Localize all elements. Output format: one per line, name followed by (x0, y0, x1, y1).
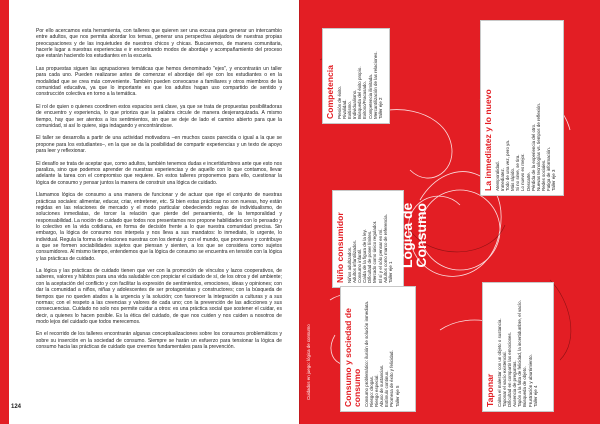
card-line: Redes sociales. (540, 159, 546, 191)
card-line: Mercantilización de las relaciones. (372, 51, 378, 119)
card-line: Nuevas tecnologías vs. tiempos de reflexión. (535, 102, 541, 191)
card-line: Atemporalidad. (495, 161, 500, 191)
body-paragraph: El desafío se trata de aceptar que, como adultos, también tenemos dudas e incertidumbres ante que esto nos paraliza, sino que podemos aprender de nuestras experiencias y de aquello con lo que contamos, llevar adelante la tarea con el compromiso que requiere. En estos talleres proponemos para ello, cuestionar la lógica de consumo y pensar juntos la manera de construir una lógica de cuidado. (36, 160, 282, 186)
card-line: Presión de éxito. (337, 85, 342, 119)
card-line: Riesgo especial. (374, 374, 380, 407)
card-line: Si no sirve, se tira. (515, 154, 521, 191)
card-line: Rivalidad. (342, 99, 348, 119)
card-line: Dificultad de poner límites. (367, 230, 373, 283)
card-line: El sí y el sólo pensar en mí. (377, 228, 383, 283)
card-heading: Competencia (325, 65, 335, 119)
card-line: Fatiga de información. (545, 147, 551, 191)
diagram-title-line: Lógica de (399, 202, 415, 268)
body-paragraph: La lógica y las prácticas de cuidado tienen que ver con la promoción de vínculos y lazos cooperativos, de saberes, valores y hábitos para una vida saludable con propiciar el cuidado de sí, de los otros y del ambiente; con la aceptación del conflicto y con facilitar la expresión de sentimientos, emociones, ideas y opiniones; con dar la comunidad a niños, niñas y adolescentes de ser protagonistas y constructores; con la búsqueda de tiempos que no queden atados a la urgencia y la solución; con favorecer la integración a culturas y a sus normas; con el respeto a las creencias y valores de cada uno; con la prevención de las adicciones y sus consecuencias. Cuidado no solo nos permite cuidar a otros: es una práctica social que sostener el cuidar, es decir, a quienes lo hacen posible. Es la ética del cuidado, de que nos cuiden y nos cuiden a nosotros de modo lejos del cuidado que todos merecemos. (36, 268, 282, 325)
card-line: Más rápido. (510, 167, 516, 191)
card-line: Ausencia de preguntas. (512, 360, 518, 407)
card-line: Taller eje 4 (532, 385, 538, 407)
side-caption: Cuidados en juego: lógica de consumo (306, 324, 311, 400)
card-line: Mercado como único regulador. (372, 220, 378, 283)
card-line: Lo nuevo es mejor. (520, 153, 526, 191)
card-nino-consumidor (332, 190, 404, 288)
card-line: Adultos infantilizados. (352, 240, 358, 283)
card-line: Todo de una vez, pero ya. (505, 139, 511, 191)
card-taponar (482, 282, 554, 412)
card-line: Individualismo. (352, 89, 358, 119)
body-paragraph: Las propuestas siguen las agrupaciones temáticas que hemos denominado "ejes", y encontrarán un taller para cada uno. Pueden realizarse antes de comenzar el abordaje del eje con los estudiantes o en la modalidad que se crea más conveniente. También pueden convocarse a familiares y otros miembros de la comunidad educativa, ya que lo importante es que los adultos hagan uso compartido de sentido y construcción colectiva en torno a la temática. (36, 65, 282, 98)
card-heading: Taponar (485, 373, 495, 407)
card-line: Tapón a la falta de felicidad, la incertidumbre, el vacío. (517, 300, 523, 407)
card-heading: Niño consumidor (335, 212, 345, 283)
body-paragraph: El rol de quien o quienes coordinen estos espacios será clave, ya que se trata de propuestas posibilitadoras de encuentro y experiencia, lo que prioriza que la palabra circule de manera desjerarquizada. A mismo tiempo, hay que ser atentos a los sentimientos, sin que se deje de lado el camino abierto para que la comunidad, si así lo quiere, siga indagando y encontrándose. (36, 103, 282, 129)
card-line: Consumo infantil. (357, 248, 363, 283)
card-inmediatez (480, 20, 564, 196)
card-line: Estímulo continuo. (384, 370, 390, 407)
card-line: Promesa de éxito y felicidad. (389, 350, 395, 407)
card-heading: Consumo y sociedad de consumo (343, 308, 362, 407)
body-text-column (36, 28, 282, 357)
card-line: Calma el malestar con un objeto o sustancia. (497, 318, 502, 407)
left-page (0, 0, 299, 424)
body-paragraph: En el recorrido de los talleres encontrarán algunas conceptualizaciones sobre los consumos problemáticos y sobre su inserción en la sociedad de consumo. Siempre se harán un esfuerzo para tensionar la lógica de consumo hacia las prácticas de cuidado que creemos fundamentales para la prevención. (36, 331, 282, 351)
card-line: Taller eje 3 (551, 169, 557, 191)
card-line: Dificultad en compartir las emociones. (507, 332, 513, 407)
body-paragraph: Por ello acercamos esta herramienta, con talleres que quieren ser una excusa para generar un intercambio entre adultos, que nos permita abordar los temas, generar una perspectiva alejadora de nuestras propias preocupaciones y de las inquietudes de nuestros chicos y chicas. Buscaremos, de manera comunitaria, hacerle lugar a nuestras experiencias e ir encontrando modos de abordaje y acompañamiento del proceso que estarán haciendo los estudiantes en la escuela. (36, 28, 282, 60)
card-heading: La inmediatez y lo nuevo (483, 89, 493, 191)
card-line: Taller eje 5 (394, 385, 400, 407)
card-line: Descarte. (525, 172, 531, 191)
diagram-title (400, 203, 428, 268)
card-line: Pérdida de la experiencia del otro. (530, 123, 536, 191)
page-number: 124 (11, 404, 22, 410)
card-line: Búsqueda de objeto. (522, 366, 528, 407)
card-line: Caída de la figura de la ley. (362, 229, 368, 283)
left-red-edge (0, 0, 9, 424)
card-line: Inmediatez. (500, 168, 506, 191)
card-line: Riesgo: drogas. (369, 375, 375, 407)
card-sociedad-de-consumo (340, 286, 416, 412)
card-line: Frustración y aburrimiento. (527, 354, 533, 407)
card-line: Taller eje 2 (377, 97, 383, 119)
card-line: Abuso de sustancias. (379, 364, 385, 407)
diagram-title-line: Consumo (413, 203, 429, 268)
card-line: Consumo problemático: ilusión de solución inmediata. (364, 300, 369, 407)
body-paragraph: Llamamos lógica de consumo a una manera de funcionar y de actuar que rige el conjunto de nuestras prácticas sociales: alimentar, educar, criar, entretener, etc. Si bien estas prácticas no son nuevas, hoy están regidas en las relaciones de mercado y el modo particular obedeciendo reglas de individualismo, de soluciones inmediatas, de torcer la relación que pierde del pensamiento, de la temporalidad y responsabilidad. La noción de cuidado que todos nos presentamos nos propone habilidades con lo pensado y lo colectivo en la vida cotidiana, en forma de decisión frente a lo que nuestra comunidad precisa. Sin embargo, la lógica de consumo nos interpela y nos lleva a sus mandatos: lo inmediato, lo urgente, lo individual. Regula la forma de relaciones nuestras con los demás y con el mundo, que promueve y contribuye a que se formen sociabilidades sujetos que piensan y sienten, a los que se considera como sujetos consumidores. Al mismo tiempo, entendemos que la lógica de consumo se encuentra en tensión con la lógica y las prácticas de cuidado. (36, 192, 282, 262)
card-line: Exitismo. (347, 101, 353, 119)
card-line: Búsqueda del éxito propio. (357, 66, 363, 119)
card-line: Taller eje 1 (387, 261, 393, 283)
card-line: Exitoso/Fracasado. (362, 81, 368, 119)
card-competencia (322, 28, 390, 124)
card-line: Taponar el vacío existencial. (502, 351, 508, 407)
card-line: Adultos como marco de referencia. (382, 214, 388, 283)
body-paragraph: El taller se desarrolla a partir de una actividad motivadora –en muchos casos parecida o igual a la que se propone para los estudiantes–, en la que se da la posibilidad de compartir experiencias y un texto de apoyo para leer y reflexionar. (36, 135, 282, 155)
card-line: Niños adultizados. (347, 246, 352, 283)
card-line: Competencia ilimitada. (367, 74, 373, 119)
